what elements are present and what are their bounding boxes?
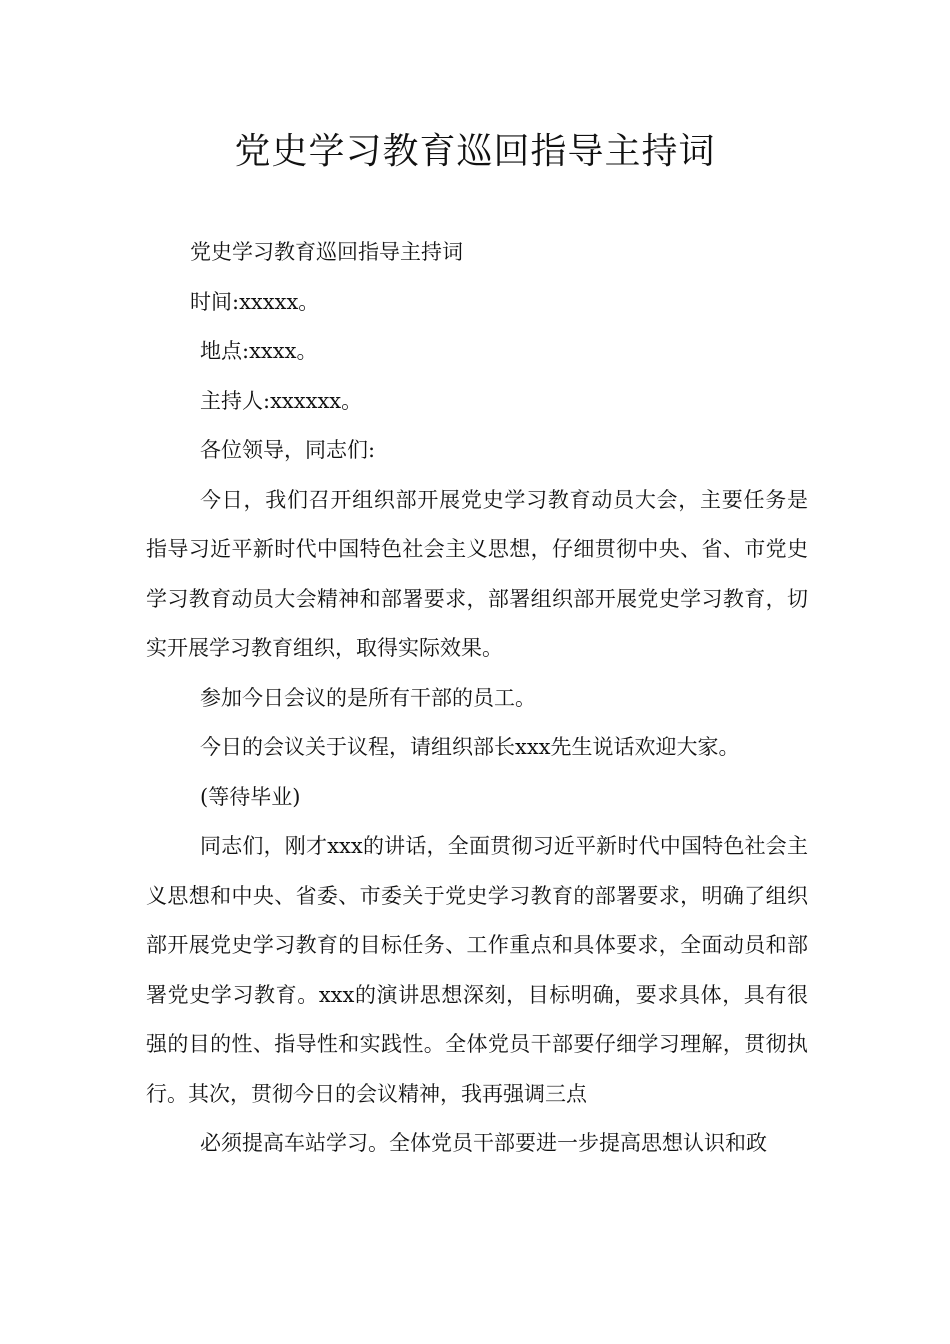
subtitle-paragraph: 党史学习教育巡回指导主持词 xyxy=(190,240,463,264)
body-paragraph: 今日的会议关于议程，请组织部长xxx先生说话欢迎大家。 xyxy=(200,735,740,759)
body-paragraph: (等待毕业) xyxy=(200,784,301,809)
body-paragraph: 必须提高车站学习。全体党员干部要进一步提高思想认识和政 xyxy=(200,1131,767,1155)
host-paragraph: 主持人:xxxxxx。 xyxy=(200,388,363,413)
body-paragraph: 参加今日会议的是所有干部的员工。 xyxy=(200,685,536,710)
time-paragraph: 时间:xxxxx。 xyxy=(190,289,320,314)
body-paragraph: 今日，我们召开组织部开展党史学习教育动员大会，主要任务是指导习近平新时代中国特色社会主义思想，仔细贯彻中央、省、市党史学习教育动员大会精神和部署要求，部署组织部开展党史学习教育，切实开展学习教育组织，取得实际效果。 xyxy=(146,487,808,660)
location-paragraph: 地点:xxxx。 xyxy=(200,339,318,363)
document-title: 党史学习教育巡回指导主持词 xyxy=(234,131,716,172)
document-body xyxy=(146,228,808,1169)
greeting-paragraph: 各位领导，同志们: xyxy=(200,438,376,462)
body-paragraph: 同志们，刚才xxx的讲话，全面贯彻习近平新时代中国特色社会主义思想和中央、省委、市委关于党史学习教育的部署要求，明确了组织部开展党史学习教育的目标任务、工作重点和具体要求，全面动员和部署党史学习教育。xxx的演讲思想深刻，目标明确，要求具体，具有很强的目的性、指导性和实践性。全体党员干部要仔细学习理解，贯彻执行。其次，贯彻今日的会议精神，我再强调三点 xyxy=(146,834,808,1106)
